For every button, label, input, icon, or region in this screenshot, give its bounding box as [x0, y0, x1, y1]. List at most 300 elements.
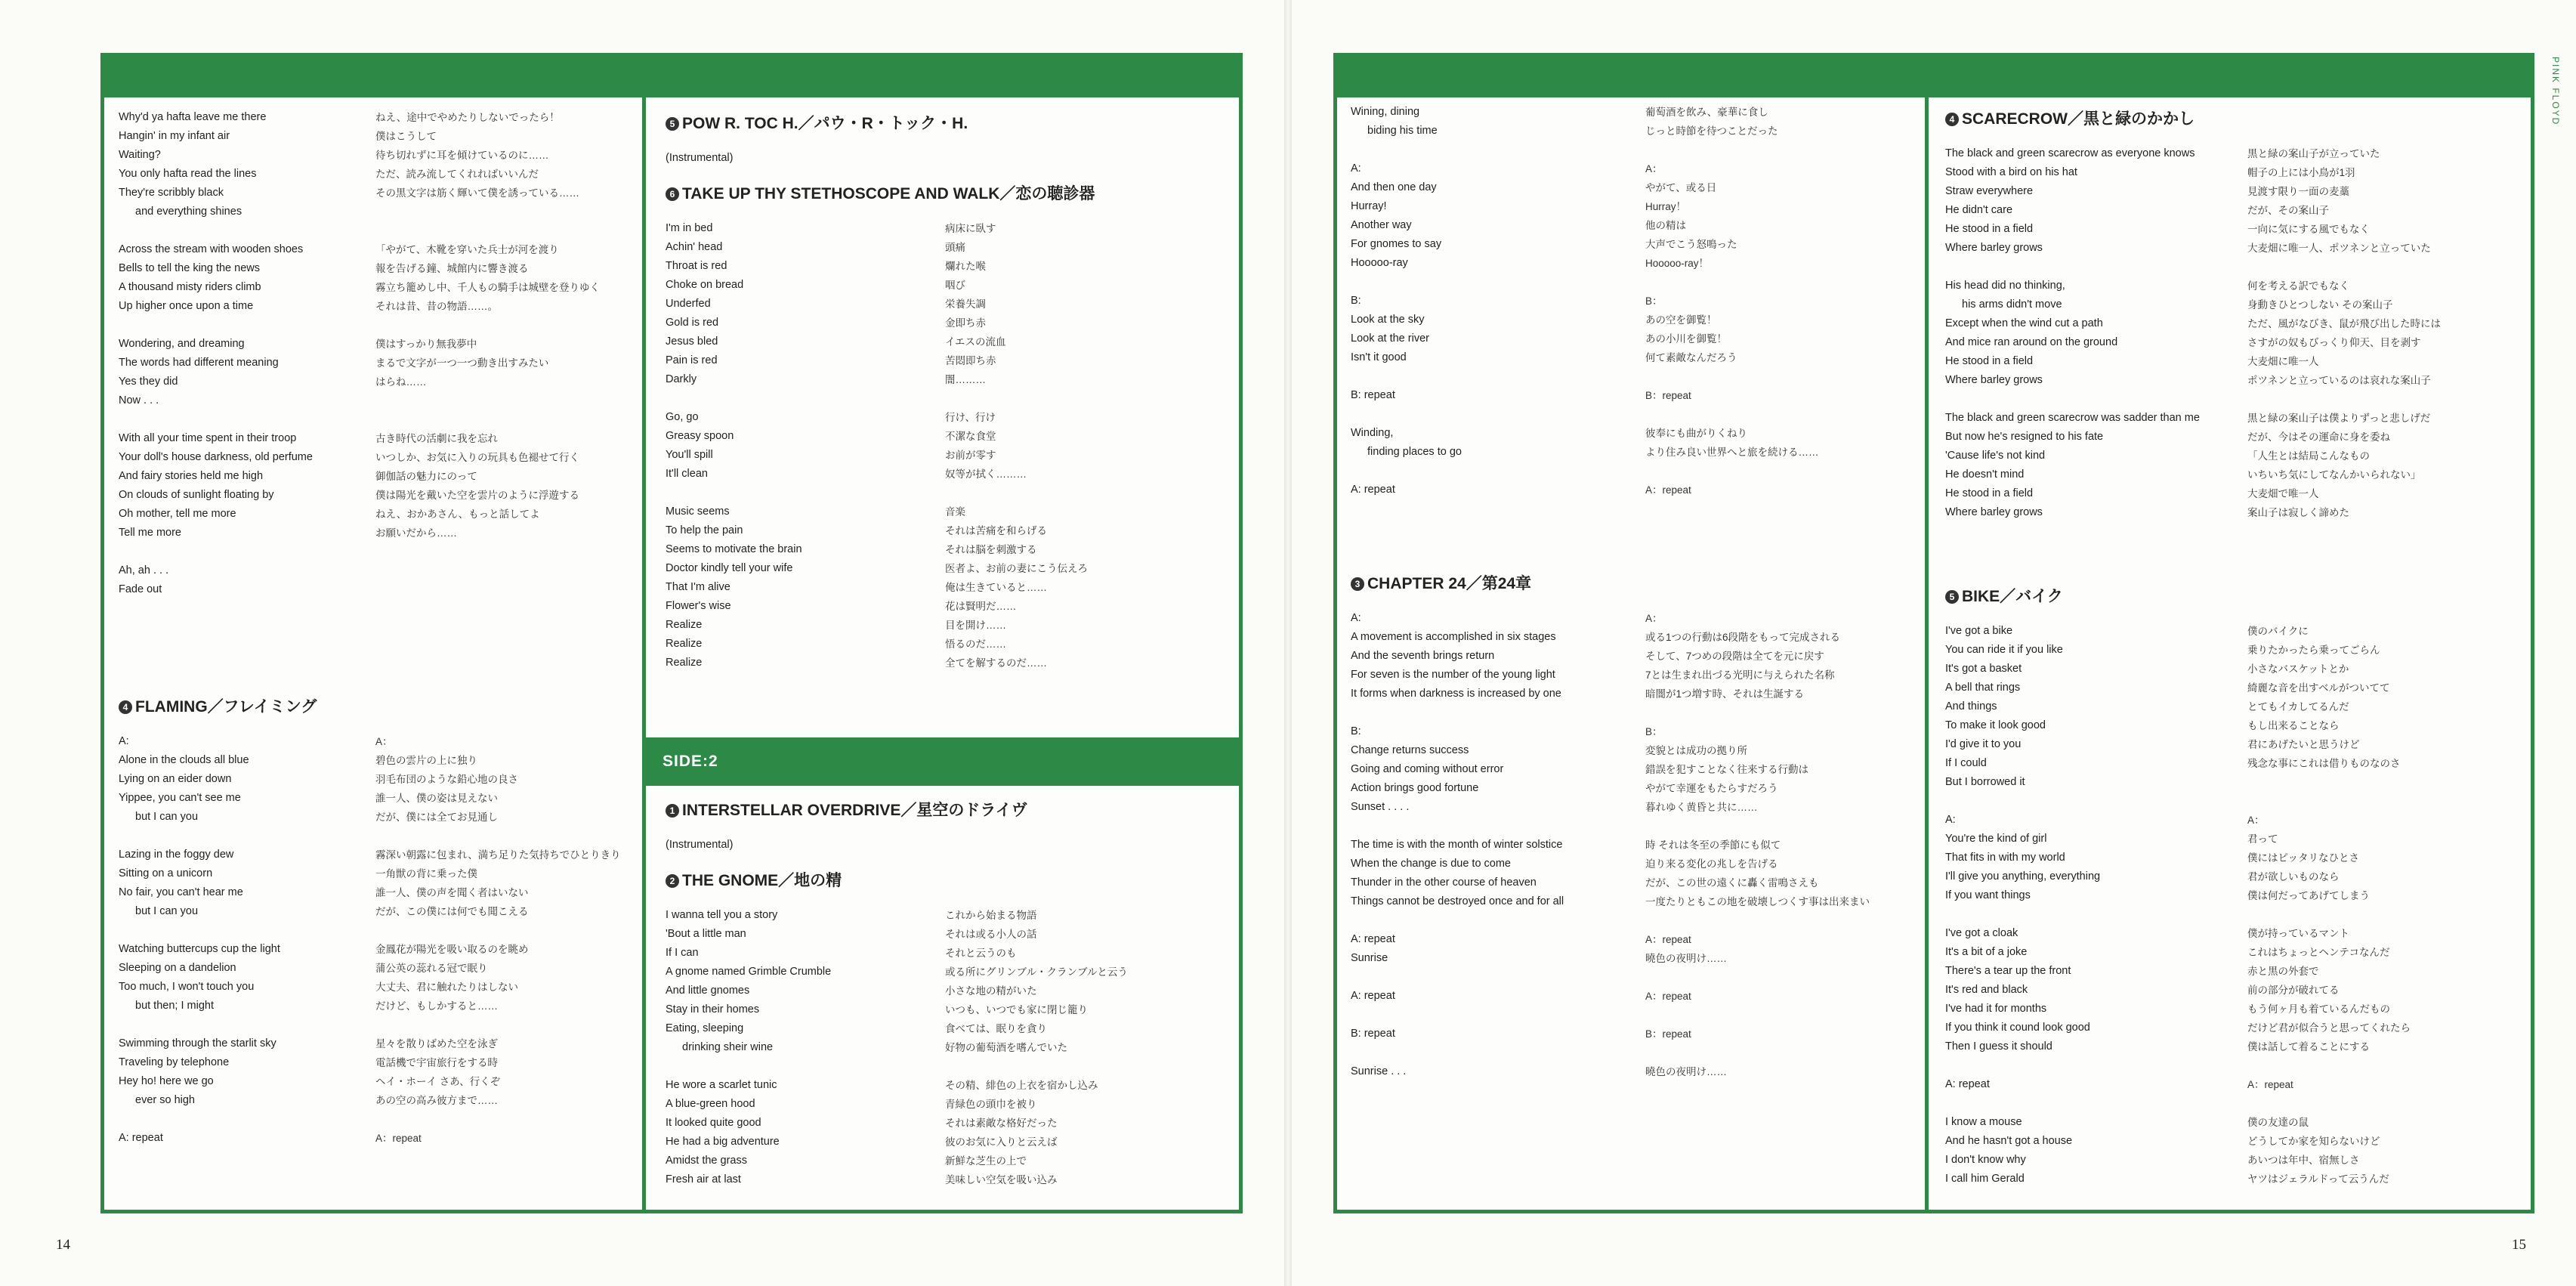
english-line: Amidst the grass	[666, 1155, 747, 1167]
lyric-line	[666, 635, 1225, 654]
english-line: But I borrowed it	[1945, 776, 2025, 788]
japanese-line	[1645, 141, 1910, 159]
english-line	[1351, 968, 1645, 987]
japanese-line	[1645, 911, 1910, 930]
track-number: 5	[666, 117, 679, 131]
english-line	[1945, 258, 2247, 277]
japanese-line: あいつは年中、宿無しさ	[2247, 1155, 2360, 1166]
english-line: It's red and black	[1945, 984, 2028, 996]
lyric-line	[1945, 314, 2519, 333]
japanese-line: 新鮮な芝生の上で	[945, 1155, 1027, 1167]
english-line: I know a mouse	[1945, 1116, 2022, 1128]
japanese-line	[2247, 390, 2519, 409]
english-line: Change returns success	[1351, 744, 1469, 756]
english-line: The black and green scarecrow as everyone knows	[1945, 147, 2195, 159]
lyric-line	[119, 543, 625, 561]
lyric-line	[119, 921, 625, 940]
japanese-line: だが、その案山子	[2247, 205, 2329, 216]
lyric-line	[1351, 424, 1910, 443]
japanese-line: A：	[2247, 815, 2265, 826]
lyric-line	[666, 427, 1225, 446]
lyric-line	[119, 108, 625, 127]
japanese-line: 誰一人、僕の姿は見えない	[375, 793, 498, 804]
lyric-line	[119, 940, 625, 959]
lyric-line	[666, 597, 1225, 616]
english-line: Doctor kindly tell your wife	[666, 562, 793, 574]
japanese-line	[375, 580, 625, 599]
japanese-line: さすがの奴もびっくり仰天、目を剥す	[2247, 337, 2421, 348]
japanese-line: ただ、風がなびき、鼠が飛び出した時には	[2247, 318, 2441, 329]
english-line: Seems to motivate the brain	[666, 543, 802, 555]
english-line: Except when the wind cut a path	[1945, 317, 2103, 329]
japanese-line: 羽毛布団のような鉛心地の良さ	[375, 774, 518, 785]
gnome-continued	[1351, 103, 1910, 499]
chapter24-section	[1351, 568, 1910, 1081]
japanese-line: 大丈夫、君に触れたりはしない	[375, 982, 518, 993]
japanese-line: 苦悶即ち赤	[945, 355, 996, 366]
english-line: And fairy stories held me high	[119, 470, 264, 482]
lyric-line	[1945, 905, 2519, 924]
lyric-line	[1945, 660, 2519, 679]
english-line: B:	[1351, 295, 1361, 307]
japanese-line	[375, 561, 625, 580]
lyric-line	[119, 1016, 625, 1034]
english-line: A bell that rings	[1945, 682, 2021, 694]
japanese-line: そして、7つめの段階は全てを元に戻す	[1645, 651, 1824, 662]
japanese-line: いつも、いつでも家に閉じ籠り	[945, 1004, 1088, 1016]
english-line: He stood in a field	[1945, 223, 2034, 235]
english-line: Why'd ya hafta leave me there	[119, 111, 267, 123]
english-line: Your doll's house darkness, old perfume	[119, 451, 313, 463]
japanese-line: ヤツはジェラルドって云うんだ	[2247, 1173, 2389, 1185]
japanese-line	[375, 202, 625, 221]
lyric-line	[119, 561, 625, 580]
japanese-line	[945, 484, 1225, 502]
english-line: Darkly	[666, 373, 697, 385]
lyrics-column-1	[119, 108, 625, 599]
lyric-line	[119, 1034, 625, 1053]
lyric-line	[666, 906, 1225, 925]
english-line: For seven is the number of the young light	[1351, 669, 1555, 681]
japanese-line: 星々を散りばめた空を泳ぎ	[375, 1038, 498, 1050]
lyric-line	[666, 351, 1225, 370]
english-line: If I can	[666, 947, 699, 959]
japanese-line	[1645, 1043, 1910, 1062]
pow-section	[666, 108, 1225, 672]
japanese-line: 前の部分が破れてる	[2247, 985, 2340, 996]
english-line: And he hasn't got a house	[1945, 1135, 2073, 1147]
japanese-line: だけど君が似合うと思ってくれたら	[2247, 1022, 2411, 1034]
english-line: The black and green scarecrow was sadder than me	[1945, 412, 2200, 424]
lyric-line	[1945, 333, 2519, 352]
lyric-line	[666, 219, 1225, 238]
japanese-line: 御伽話の魅力にのって	[375, 471, 477, 482]
lyric-line	[666, 465, 1225, 484]
lyric-line	[1351, 405, 1910, 424]
lyric-line	[1945, 641, 2519, 660]
english-line: but I can you	[135, 905, 199, 917]
lyric-line	[1351, 462, 1910, 481]
lyric-line	[1351, 348, 1910, 367]
lyric-line	[666, 1133, 1225, 1152]
flaming-title: 4 FLAMING／フレイミング	[119, 696, 625, 719]
japanese-line: 彼のお気に入りと云えば	[945, 1136, 1058, 1148]
lyric-line	[1351, 329, 1910, 348]
japanese-line: 他の精は	[1645, 220, 1686, 231]
lyric-line	[666, 484, 1225, 502]
english-line: Action brings good fortune	[1351, 782, 1479, 794]
english-line: With all your time spent in their troop	[119, 432, 297, 444]
interstellar-section	[666, 795, 1225, 1189]
japanese-line: 「人生とは結局こんなもの	[2247, 450, 2370, 462]
lyric-line	[119, 505, 625, 524]
english-line: A blue-green hood	[666, 1098, 755, 1110]
japanese-line: B：	[1645, 295, 1663, 307]
lyric-line	[1351, 930, 1910, 949]
english-line: On clouds of sunlight floating by	[119, 489, 274, 501]
japanese-line: 暮れゆく黄昏と共に……	[1645, 802, 1758, 813]
english-line: And then one day	[1351, 181, 1437, 193]
japanese-line: いつしか、お気に入りの玩具も色褪せて行く	[375, 452, 579, 463]
lyric-line	[1351, 367, 1910, 386]
english-line	[1351, 1043, 1645, 1062]
lyric-line	[1945, 371, 2519, 390]
english-line: They're scribbly black	[119, 187, 224, 199]
lyric-line	[1351, 122, 1910, 141]
english-line: Underfed	[666, 298, 711, 310]
english-line: I've had it for months	[1945, 1003, 2047, 1015]
japanese-line: 見渡す限り一面の麦藁	[2247, 186, 2349, 197]
japanese-line: 誰一人、僕の声を聞く者はいない	[375, 887, 529, 898]
lyric-line	[666, 1114, 1225, 1133]
japanese-line: もう何ヶ月も着ているんだもの	[2247, 1003, 2390, 1015]
english-line: You only hafta read the lines	[119, 168, 257, 180]
japanese-line: まるで文字が一つ一つ動き出すみたい	[375, 357, 549, 369]
lyric-line	[666, 925, 1225, 944]
lyric-line	[119, 751, 625, 770]
japanese-line	[375, 410, 625, 429]
english-line: He had a big adventure	[666, 1136, 780, 1148]
english-line: drinking sheir wine	[682, 1041, 774, 1053]
lyric-line	[1351, 609, 1910, 628]
english-line: Flower's wise	[666, 600, 731, 612]
lyric-line	[119, 883, 625, 902]
japanese-line: 奴等が拭く………	[945, 468, 1027, 480]
lyric-line	[1945, 144, 2519, 163]
lyric-line	[1351, 1062, 1910, 1081]
english-line: And things	[1945, 700, 1997, 713]
english-line	[666, 389, 945, 408]
japanese-line: あの空を御覧！	[1645, 314, 1717, 326]
lyric-line	[119, 146, 625, 165]
english-line: Where barley grows	[1945, 374, 2043, 386]
lyric-line	[119, 959, 625, 978]
japanese-line: 君にあげたいと思うけど	[2247, 739, 2360, 750]
lyric-line	[1351, 685, 1910, 703]
lyric-line	[1351, 949, 1910, 968]
lyric-line	[119, 316, 625, 335]
japanese-line: その黒文字は筋く輝いて僕を誘っている……	[375, 187, 579, 199]
japanese-line: ねえ、おかあさん、もっと話してよ	[375, 509, 540, 520]
lyric-line	[1351, 235, 1910, 254]
page-number-left: 14	[56, 1237, 70, 1253]
english-line	[1351, 405, 1645, 424]
english-line: Then I guess it should	[1945, 1040, 2052, 1053]
japanese-line: 古き時代の活劇に我を忘れ	[375, 433, 498, 444]
english-line: Sunset . . . .	[1351, 801, 1410, 813]
lyric-line	[1945, 1113, 2519, 1132]
lyric-line	[666, 276, 1225, 295]
track-number: 2	[666, 874, 679, 888]
english-line: B:	[1351, 725, 1361, 737]
lyric-line	[666, 578, 1225, 597]
english-line: but then; I might	[135, 1000, 214, 1012]
lyric-line	[666, 408, 1225, 427]
lyric-line	[1945, 295, 2519, 314]
japanese-line: やがて幸運をもたらすだろう	[1645, 783, 1778, 794]
japanese-line: 一向に気にする風でもなく	[2247, 224, 2370, 235]
english-line: A: repeat	[1945, 1078, 1990, 1090]
english-line	[1351, 141, 1645, 159]
japanese-line: やがて、或る日	[1645, 182, 1717, 193]
english-line: Things cannot be destroyed once and for all	[1351, 895, 1564, 907]
english-line	[119, 1110, 375, 1129]
lyric-line	[666, 982, 1225, 1000]
lyric-line	[1945, 484, 2519, 503]
page-number-right: 15	[2512, 1237, 2526, 1253]
lyric-line	[1351, 987, 1910, 1006]
lyric-line	[119, 486, 625, 505]
japanese-line: 赤と黒の外套で	[2247, 966, 2319, 977]
japanese-line: 君って	[2247, 833, 2278, 845]
english-line: Hangin' in my infant air	[119, 130, 230, 142]
japanese-line: A：	[1645, 163, 1663, 175]
english-line: Ah, ah . . .	[119, 564, 169, 577]
lyric-line	[1945, 447, 2519, 465]
english-line: B: repeat	[1351, 1028, 1395, 1040]
english-line: 'Cause life's not kind	[1945, 450, 2046, 462]
english-line: It forms when darkness is increased by one	[1351, 688, 1561, 700]
english-line: To make it look good	[1945, 719, 2046, 731]
japanese-line: 医者よ、お前の妻にこう伝えろ	[945, 563, 1088, 574]
japanese-line: 食べては、眠りを貪り	[945, 1023, 1047, 1034]
english-line: Achin' head	[666, 241, 723, 253]
lyric-line	[1945, 735, 2519, 754]
lyric-line	[1945, 1151, 2519, 1170]
track-number: 4	[119, 700, 132, 714]
lyric-line	[1351, 892, 1910, 911]
english-line: When the change is due to come	[1351, 858, 1511, 870]
lyric-line	[1945, 867, 2519, 886]
japanese-line	[2247, 905, 2519, 924]
lyric-line	[666, 654, 1225, 672]
japanese-line: 大麦畑で唯一人	[2247, 488, 2319, 499]
lyric-line	[1945, 428, 2519, 447]
japanese-line: より住み良い世界へと旅を続ける……	[1645, 447, 1819, 458]
lyric-line	[1945, 849, 2519, 867]
lyric-line	[666, 1076, 1225, 1095]
lyric-line	[1945, 962, 2519, 981]
english-line: Now . . .	[119, 394, 159, 407]
japanese-line: A：repeat	[1645, 934, 1691, 945]
lyric-line	[119, 1053, 625, 1072]
english-line: No fair, you can't hear me	[119, 886, 243, 898]
japanese-line: A：	[1645, 613, 1663, 624]
right-page	[1288, 0, 2576, 1286]
english-line: A: repeat	[1351, 933, 1395, 945]
english-line: Fade out	[119, 583, 162, 595]
lyric-line	[1351, 666, 1910, 685]
english-line: The time is with the month of winter solstice	[1351, 839, 1563, 851]
english-line: Lying on an eider down	[119, 773, 232, 785]
lyric-line	[666, 1019, 1225, 1038]
instrumental-note: (Instrumental)	[666, 839, 734, 851]
lyric-line	[1945, 754, 2519, 773]
english-line: ever so high	[135, 1094, 195, 1106]
english-line: A:	[119, 735, 129, 747]
english-line: Oh mother, tell me more	[119, 508, 236, 520]
lyric-line	[119, 202, 625, 221]
lyric-line	[666, 616, 1225, 635]
lyric-line	[1945, 773, 2519, 792]
lyric-line	[1945, 1075, 2519, 1094]
lyric-line	[1351, 836, 1910, 855]
english-line	[666, 484, 945, 502]
english-line: I call him Gerald	[1945, 1173, 2025, 1185]
lyric-line	[1945, 716, 2519, 735]
japanese-line: 帽子の上には小鳥が1羽	[2247, 167, 2355, 178]
english-line: Straw everywhere	[1945, 185, 2034, 197]
lyric-line	[666, 257, 1225, 276]
japanese-line: B：repeat	[1645, 390, 1691, 401]
japanese-line: 僕は陽光を戴いた空を雲片のように浮遊する	[375, 490, 579, 501]
japanese-line	[1645, 817, 1910, 836]
lyric-line	[1945, 1000, 2519, 1019]
japanese-line: 暗闇が1つ増す時、それは生誕する	[1645, 688, 1805, 700]
japanese-line: 大麦畑に唯一人	[2247, 356, 2319, 367]
english-line: Yippee, you can't see me	[119, 792, 241, 804]
japanese-line: 綺麗な音を出すベルがついてて	[2247, 682, 2390, 694]
english-line: 'Bout a little man	[666, 928, 746, 940]
japanese-line: はらね……	[375, 376, 427, 388]
japanese-line: お前が零す	[945, 450, 996, 461]
english-line	[1945, 390, 2247, 409]
chapter24-title: 3 CHAPTER 24／第24章	[1351, 573, 1910, 595]
japanese-line: 乗りたかったら乗ってごらん	[2247, 645, 2380, 656]
stethoscope-title: 6 TAKE UP THY STETHOSCOPE AND WALK／恋の聴診器	[666, 183, 1225, 206]
top-band-left	[100, 53, 1243, 97]
japanese-line: 目を開け……	[945, 620, 1006, 631]
english-line: Choke on bread	[666, 279, 744, 291]
lyric-line	[1945, 1132, 2519, 1151]
lyric-line	[119, 732, 625, 751]
interstellar-title: 1 INTERSTELLAR OVERDRIVE／星空のドライヴ	[666, 799, 1225, 822]
japanese-line	[2247, 1056, 2519, 1075]
japanese-line: 病床に臥す	[945, 223, 996, 234]
japanese-line: 彼奉にも曲がりくねり	[1645, 428, 1747, 439]
japanese-line: A：repeat	[375, 1133, 422, 1144]
english-line: The words had different meaning	[119, 357, 279, 369]
japanese-line: それは或る小人の話	[945, 929, 1037, 940]
japanese-line: 小さな地の精がいた	[945, 985, 1037, 997]
japanese-line: 案山子は寂しく諦めた	[2247, 507, 2349, 518]
japanese-line	[945, 389, 1225, 408]
japanese-line: 大声でこう怒鳴った	[1645, 239, 1737, 250]
japanese-line: 全てを解するのだ……	[945, 657, 1047, 669]
japanese-line: だが、今はその運命に身を委ね	[2247, 431, 2390, 443]
japanese-line: B：	[1645, 726, 1663, 737]
english-line: Throat is red	[666, 260, 727, 272]
english-line: And little gnomes	[666, 985, 750, 997]
lyric-line	[1945, 886, 2519, 905]
lyric-line	[1945, 409, 2519, 428]
japanese-line: 何を考える訳でもなく	[2247, 280, 2349, 292]
lyric-line	[119, 864, 625, 883]
lyric-line	[119, 240, 625, 259]
japanese-line: 僕は何だってあげてしまう	[2247, 890, 2370, 901]
japanese-line	[375, 391, 625, 410]
japanese-line: 或る1つの行動は6段階をもって完成される	[1645, 632, 1841, 643]
japanese-line: 美味しい空気を吸い込み	[945, 1174, 1058, 1186]
scarecrow-title: 4 SCARECROW／黒と緑のかかし	[1945, 108, 2519, 131]
english-line	[1945, 1094, 2247, 1113]
lyric-line	[1945, 220, 2519, 239]
japanese-line: 頭痛	[945, 242, 965, 253]
lyric-line	[666, 559, 1225, 578]
flaming-section	[119, 691, 625, 1148]
lyric-line	[1351, 386, 1910, 405]
japanese-line: いちいち気にしてなんかいられない」	[2247, 469, 2421, 481]
japanese-line: それは脳を刺激する	[945, 544, 1037, 555]
japanese-line	[1645, 273, 1910, 292]
lyric-line	[119, 410, 625, 429]
gnome-title: 2 THE GNOME／地の精	[666, 870, 1225, 892]
japanese-line: だが、この僕には何でも聞こえる	[375, 906, 529, 917]
japanese-line: 僕はこうして	[375, 131, 437, 142]
lyric-line	[1945, 622, 2519, 641]
lyric-line	[1945, 201, 2519, 220]
english-line: Realize	[666, 619, 703, 631]
english-line: Alone in the clouds all blue	[119, 754, 249, 766]
english-line: Hooooo-ray	[1351, 257, 1408, 269]
japanese-line: もし出来ることなら	[2247, 720, 2340, 731]
lyric-line	[1945, 1094, 2519, 1113]
lyric-line	[1945, 981, 2519, 1000]
english-line: If you want things	[1945, 889, 2031, 901]
side2-band: SIDE:2	[646, 740, 1243, 784]
english-line: Greasy spoon	[666, 430, 734, 442]
lyric-line	[119, 902, 625, 921]
japanese-line: だが、僕には全てお見通し	[375, 811, 498, 823]
lyric-line	[1351, 873, 1910, 892]
track-number: 6	[666, 187, 679, 201]
japanese-line: 変貌とは成功の拠り所	[1645, 745, 1747, 756]
lyric-line	[119, 184, 625, 202]
top-band-right	[1333, 53, 2534, 97]
english-line: That fits in with my world	[1945, 852, 2065, 864]
japanese-line: 爛れた喉	[945, 261, 986, 272]
japanese-line	[1645, 703, 1910, 722]
japanese-line: 蒲公英の蕊れる冠で眠り	[375, 963, 488, 974]
japanese-line: イエスの流血	[945, 336, 1006, 348]
english-line: He doesn't mind	[1945, 468, 2025, 481]
english-line: He stood in a field	[1945, 487, 2034, 499]
english-line: Going and coming without error	[1351, 763, 1504, 775]
japanese-line: 大麦畑に唯一人、ポツネンと立っていた	[2247, 243, 2431, 254]
english-line: Winding,	[1351, 427, 1394, 439]
english-line	[119, 827, 375, 845]
lyric-line	[1351, 1025, 1910, 1043]
